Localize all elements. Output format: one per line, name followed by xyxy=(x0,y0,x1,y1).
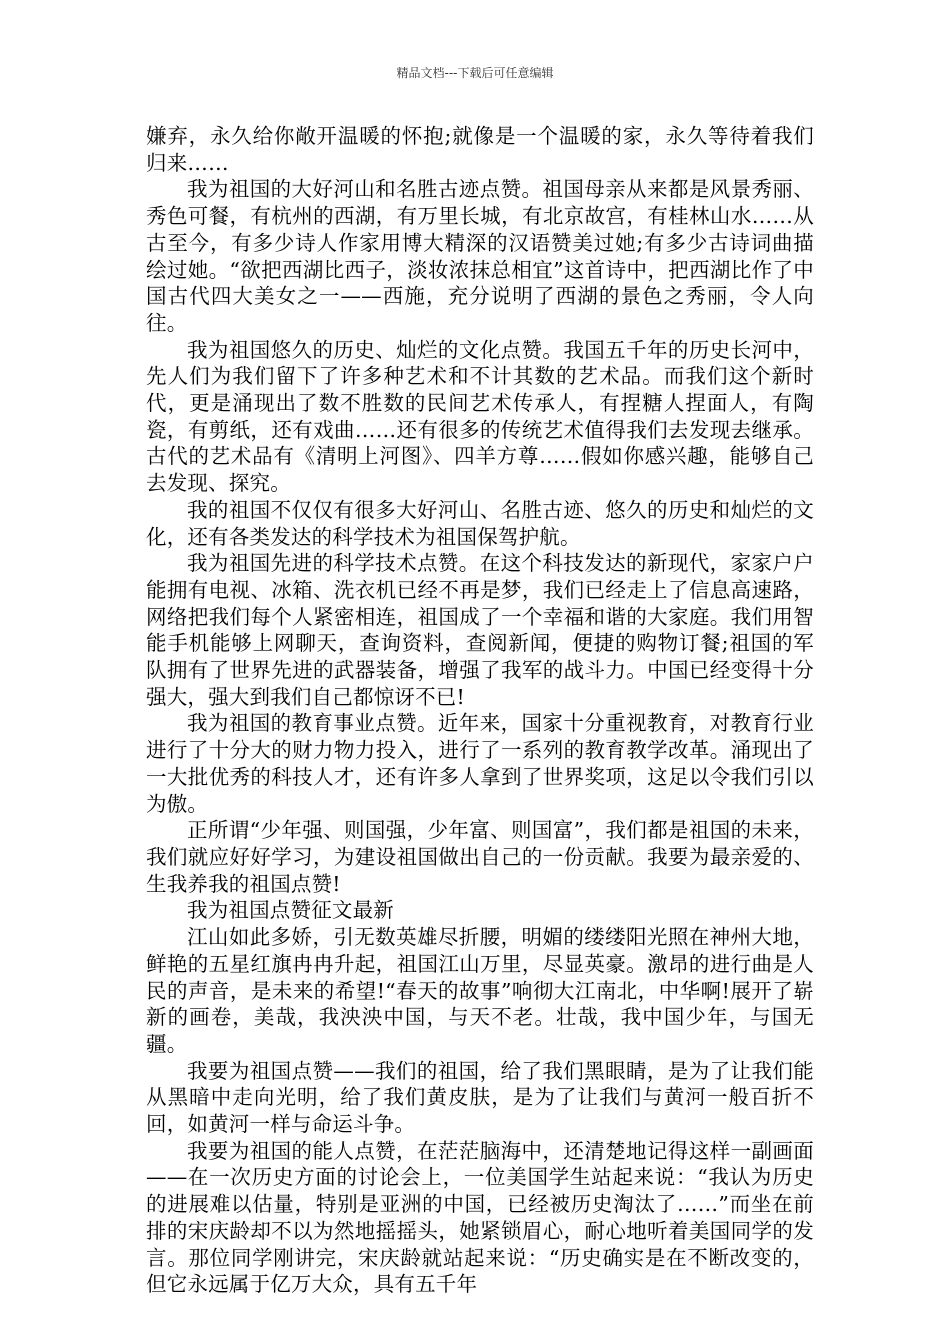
paragraph: 我为祖国的大好河山和名胜古迹点赞。祖国母亲从来都是风景秀丽、秀色可餐，有杭州的西湖，有万里长城，有北京故宫，有桂林山水……从古至今，有多少诗人作家用博大精深的汉语赞美过她;有多少古诗词曲描绘过她。“欲把西湖比西子，淡妆浓抹总相宜”这首诗中，把西湖比作了中国古代四大美女之一——西施，充分说明了西湖的景色之秀丽，令人向往。 xyxy=(146,177,814,335)
paragraph: 我为祖国的教育事业点赞。近年来，国家十分重视教育，对教育行业进行了十分大的财力物力投入，进行了一系列的教育教学改革。涌现出了一大批优秀的科技人才，还有许多人拿到了世界奖项，这足以令我们引以为傲。 xyxy=(146,711,814,816)
paragraph: 嫌弃，永久给你敞开温暖的怀抱;就像是一个温暖的家，永久等待着我们归来…… xyxy=(146,124,814,175)
paragraph: 我要为祖国的能人点赞，在茫茫脑海中，还清楚地记得这样一副画面——在一次历史方面的讨论会上，一位美国学生站起来说：“我认为历史的进展难以估量，特别是亚洲的中国，已经被历史淘汰了……”而坐在前排的宋庆龄却不以为然地摇摇头，她紧锁眉心，耐心地听着美国同学的发言。那位同学刚讲完，宋庆龄就站起来说：“历史确实是在不断改变的，但它永远属于亿万大众，具有五千年 xyxy=(146,1138,814,1297)
paragraph: 江山如此多娇，引无数英雄尽折腰，明媚的缕缕阳光照在神州大地，鲜艳的五星红旗冉冉升起，祖国江山万里，尽显英豪。激昂的进行曲是人民的声音，是未来的希望!“春天的故事”响彻大江南北，中华啊!展开了崭新的画卷，美哉，我泱泱中国，与天不老。壮哉，我中国少年，与国无疆。 xyxy=(146,925,814,1056)
paragraph: 我为祖国悠久的历史、灿烂的文化点赞。我国五千年的历史长河中，先人们为我们留下了许多种艺术和不计其数的艺术品。而我们这个新时代，更是涌现出了数不胜数的民间艺术传承人，有捏糖人捏面人，有陶瓷，有剪纸，还有戏曲……还有很多的传统艺术值得我们去发现去继承。古代的艺术品有《清明上河图》、四羊方尊……假如你感兴趣，能够自己去发现、探究。 xyxy=(146,337,814,496)
paragraph: 我为祖国先进的科学技术点赞。在这个科技发达的新现代，家家户户能拥有电视、冰箱、洗衣机已经不再是梦，我们已经走上了信息高速路，网络把我们每个人紧密相连，祖国成了一个幸福和谐的大家庭。我们用智能手机能够上网聊天，查询资料，查阅新闻，便捷的购物订餐;祖国的军队拥有了世界先进的武器装备，增强了我军的战斗力。中国已经变得十分强大，强大到我们自己都惊讶不已! xyxy=(146,551,814,709)
document-body xyxy=(146,123,814,1298)
paragraph: 我的祖国不仅仅有很多大好河山、名胜古迹、悠久的历史和灿烂的文化，还有各类发达的科学技术为祖国保驾护航。 xyxy=(146,497,814,549)
page-header: 精品文档---下载后可任意编辑 xyxy=(396,66,554,80)
paragraph: 我要为祖国点赞——我们的祖国，给了我们黑眼睛，是为了让我们能从黑暗中走向光明，给了我们黄皮肤，是为了让我们与黄河一般百折不回，如黄河一样与命运斗争。 xyxy=(146,1058,814,1137)
paragraph: 正所谓“少年强、则国强，少年富、则国富”，我们都是祖国的未来，我们就应好好学习，为建设祖国做出自己的一份贡献。我要为最亲爱的、生我养我的祖国点赞! xyxy=(146,818,814,896)
section-title: 我为祖国点赞征文最新 xyxy=(187,898,394,923)
